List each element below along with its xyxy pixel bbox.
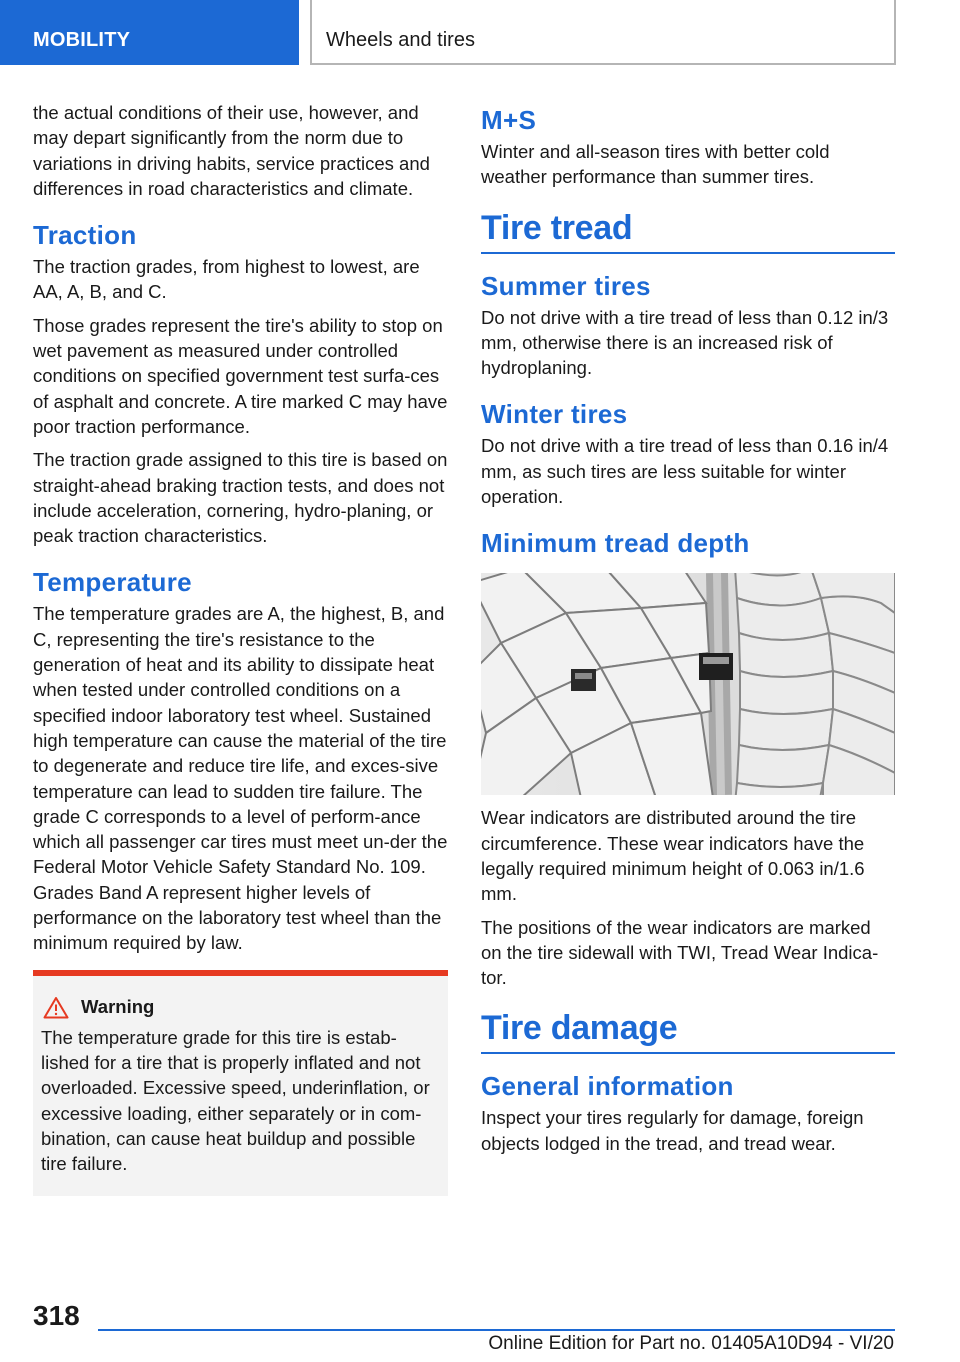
summer-tires-paragraph: Do not drive with a tire tread of less than 0.12 in/3 mm, otherwise there is an increased risk of hydroplaning. [481,306,889,379]
wear-indicator-paragraph-2: The positions of the wear indicators are marked on the tire sidewall with TWI, Tread Wear Indica‐tor. [481,916,879,989]
temperature-paragraph: The temperature grades are A, the highest, B, and C, representing the tire's resistance to the generation of heat and its ability to dissipate heat when tested under controlled conditions on a specified indoor laboratory test wheel. Sustained high temperature can cause the material of the tire to degenerate and reduce tire life, and exces‐sive temperature can lead to sudden tire failure. The grade C corresponds to a level of perform‐ance which all passenger car tires must meet un‐der the Federal Motor Vehicle Safety Standard No. 109. Grades Band A represent higher levels of performance on the laboratory test wheel than the minimum required by law. [33,603,448,954]
wear-indicator-paragraph-1: Wear indicators are distributed around the tire circumference. These wear indicators have the legally required minimum height of 0.063 in/1.6 mm. [481,807,865,905]
traction-heading: Traction [33,220,137,251]
footer-divider [98,1329,895,1331]
chapter-tab [310,0,896,65]
intro-paragraph: the actual conditions of their use, however, and may depart significantly from the norm due to variations in driving habits, service practices and differences in road characteristics and climate. [33,102,430,199]
tire-tread-image [481,573,895,795]
tire-tread-heading: Tire tread [481,208,895,254]
traction-paragraph-2: Those grades represent the tire's ability to stop on wet pavement as measured under controlled conditions on specified government test surfa‐ces of asphalt and concrete. A tire marked C may have poor traction performance. [33,314,448,437]
left-column [33,100,448,1196]
winter-tires-paragraph: Do not drive with a tire tread of less than 0.16 in/4 mm, as such tires are less suitable for winter operation. [481,435,889,508]
general-information-paragraph: Inspect your tires regularly for damage, foreign objects lodged in the tread, and tread wear. [481,1107,864,1154]
minimum-tread-depth-heading: Minimum tread depth [481,528,750,559]
warning-triangle-icon [43,996,69,1019]
page-number: 318 [33,1300,80,1331]
traction-paragraph-1: The traction grades, from highest to lowest, are AA, A, B, and C. [33,256,420,303]
summer-tires-heading: Summer tires [481,270,651,301]
edition-footer: Online Edition for Part no. 01405A10D94 - VI/20 [488,1333,894,1354]
section-tab [0,0,299,65]
tire-damage-heading: Tire damage [481,1008,895,1054]
tread-wear-indicator-illustration [481,573,895,795]
traction-paragraph-3: The traction grade assigned to this tire is based on straight-ahead braking traction tests, and does not include acceleration, cornering, hydro‐planing, or peak traction characteristics. [33,449,448,547]
warning-text: The temperature grade for this tire is estab‐lished for a tire that is properly inflated and not overloaded. Excessive speed, underinflation, or excessive loading, either separately or in com‐bination, can cause heat buildup and possible tire failure. [41,1026,430,1175]
section-title: MOBILITY [33,29,131,51]
chapter-title: Wheels and tires [326,29,475,51]
general-information-heading: General information [481,1071,734,1102]
right-column [481,100,895,1164]
winter-tires-heading: Winter tires [481,399,628,430]
temperature-heading: Temperature [33,567,192,598]
ms-heading: M+S [481,105,537,135]
warning-box [33,970,448,1197]
ms-paragraph: Winter and all-season tires with better cold weather performance than summer tires. [481,141,830,188]
warning-header [41,996,440,1019]
warning-title: Warning [81,996,155,1018]
